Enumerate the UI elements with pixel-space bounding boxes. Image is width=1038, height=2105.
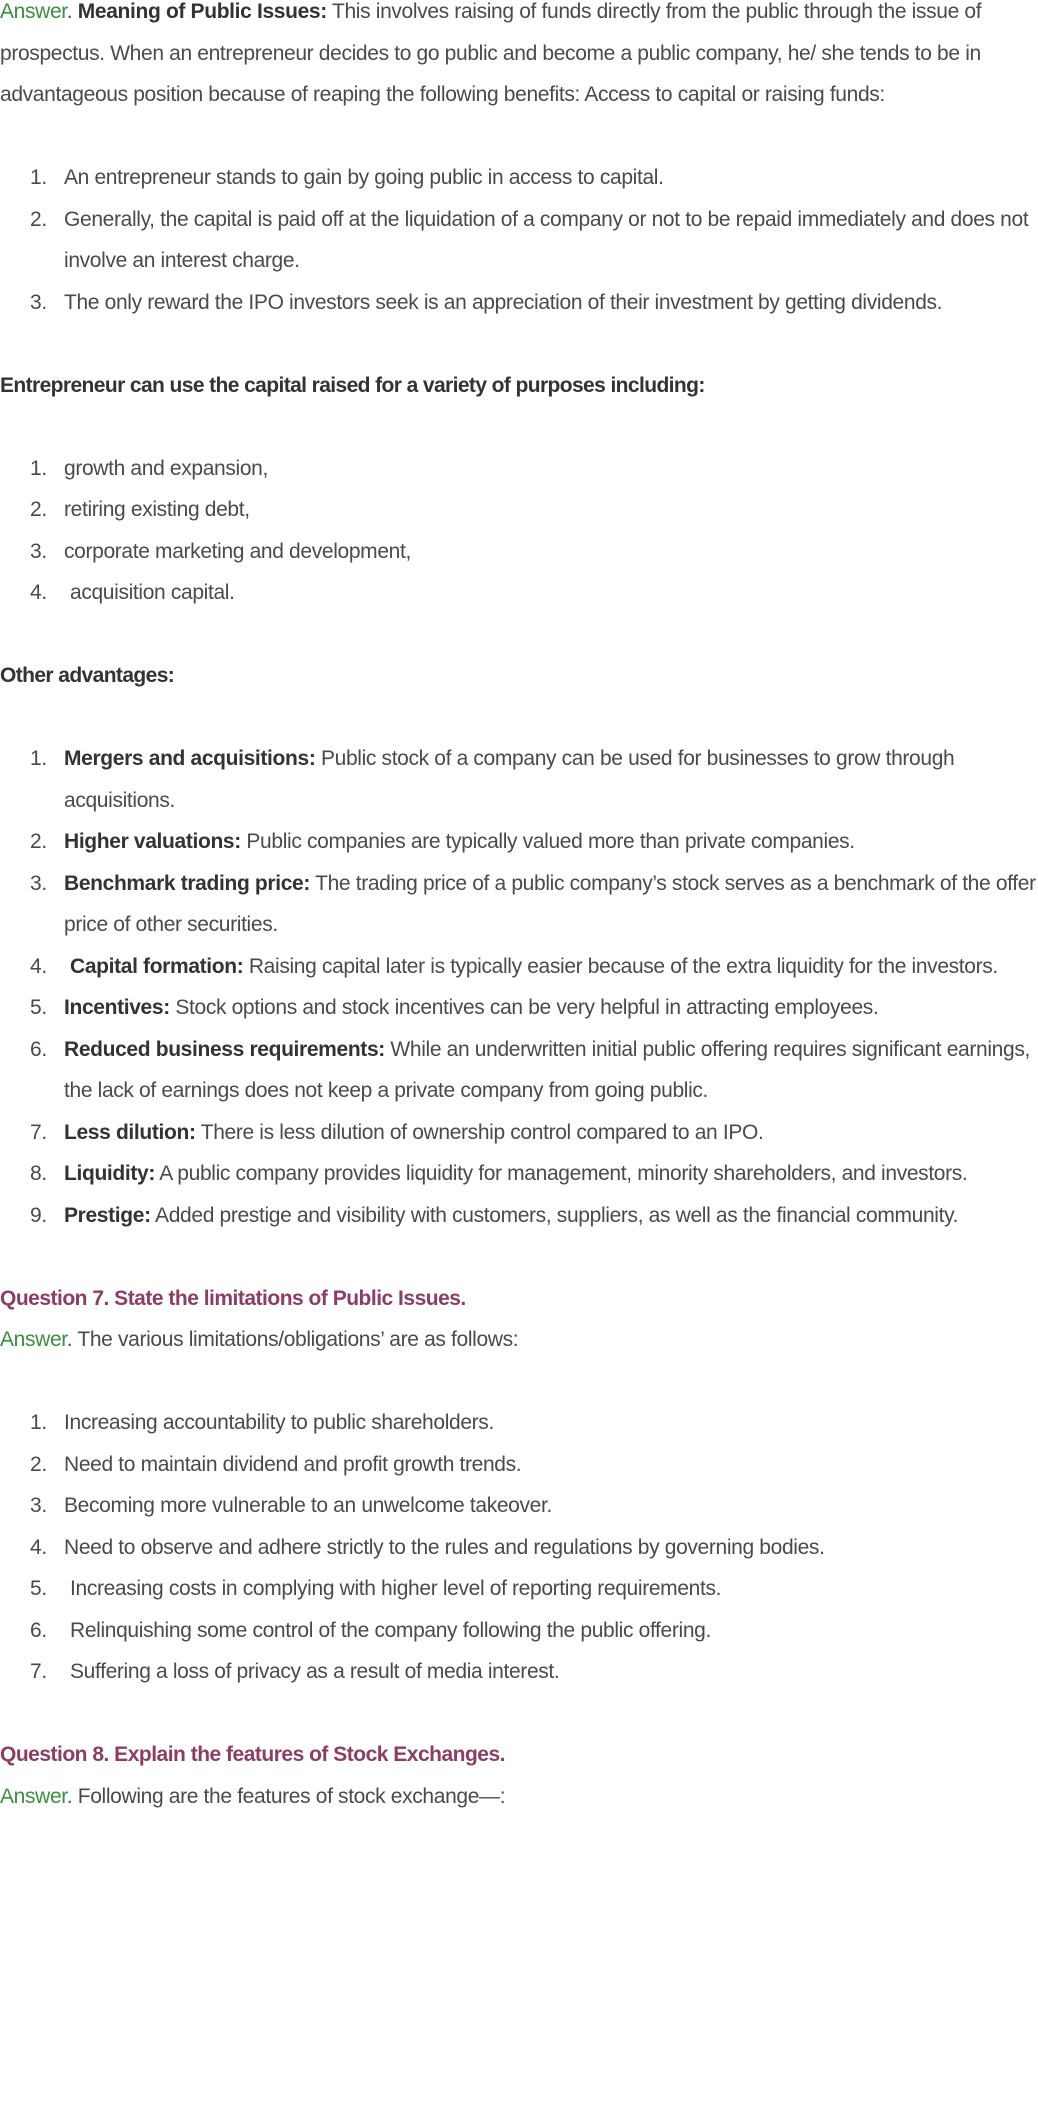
spacer — [0, 1361, 1038, 1403]
list-number: 6. — [30, 1618, 47, 1642]
list-number: 5. — [30, 996, 47, 1019]
list-item-text: Increasing accountability to public shareholders. — [64, 1411, 494, 1434]
list-item-text: A public company provides liquidity for management, minority shareholders, and investors. — [154, 1162, 968, 1185]
list-item-text: Need to maintain dividend and profit growth trends. — [64, 1452, 522, 1476]
list-item — [0, 987, 1038, 1029]
list-number: 3. — [30, 539, 47, 563]
question-7-heading: Question 7. State the limitations of Public Issues. — [0, 1286, 466, 1310]
list-item-title: Benchmark trading price: — [64, 871, 310, 895]
list-number: 8. — [30, 1162, 47, 1185]
list-number: 2. — [30, 207, 47, 231]
spacer — [0, 406, 1038, 448]
spacer — [0, 323, 1038, 365]
list-number: 3. — [30, 1494, 47, 1517]
spacer — [0, 1236, 1038, 1278]
list-item-text: growth and expansion, — [64, 456, 268, 480]
intro-paragraph — [0, 0, 1038, 116]
list-item-text: Stock options and stock incentives can be very helpful in attracting employees. — [169, 996, 879, 1019]
list-item — [0, 738, 1038, 821]
list-item-text: Becoming more vulnerable to an unwelcome takeover. — [64, 1494, 552, 1517]
other-advantages-heading: Other advantages: — [0, 664, 175, 687]
list-item — [0, 489, 1038, 531]
list-item-text: acquisition capital. — [70, 581, 235, 604]
list-number: 4. — [30, 1535, 47, 1559]
list-item — [0, 1568, 1038, 1610]
spacer — [0, 1693, 1038, 1735]
list-item-text: Public stock of a company can be used for businesses to grow through acquisitions. — [64, 747, 955, 812]
list-number: 3. — [30, 290, 47, 314]
answer-text: . Following are the features of stock exchange—: — [66, 1784, 506, 1808]
question-7-answer — [0, 1319, 1038, 1361]
list-item-text: retiring existing debt, — [64, 498, 250, 521]
list-item — [0, 1402, 1038, 1444]
purposes-heading: Entrepreneur can use the capital raised for a variety of purposes including: — [0, 373, 705, 397]
list-number: 4. — [30, 581, 47, 604]
list-number: 1. — [30, 456, 47, 480]
list-item — [0, 1444, 1038, 1486]
list-item-title: Prestige: — [64, 1203, 151, 1227]
list-number: 4. — [30, 954, 47, 978]
list-item-title: Less dilution: — [64, 1120, 196, 1144]
spacer — [0, 116, 1038, 158]
list-item-text: Raising capital later is typically easier because of the extra liquidity for the investors. — [243, 954, 998, 978]
answer-text: . The various limitations/obligations’ are as follows: — [66, 1328, 519, 1351]
list-item — [0, 946, 1038, 988]
list-number: 6. — [30, 1037, 47, 1061]
list-item-text: An entrepreneur stands to gain by going public in access to capital. — [64, 166, 664, 189]
intro-bold-title: Meaning of Public Issues: — [77, 0, 327, 23]
list-item-title: Liquidity: — [64, 1162, 155, 1185]
answer-label: Answer — [0, 1784, 67, 1808]
list-item — [0, 1651, 1038, 1693]
list-number: 1. — [30, 166, 47, 189]
other-advantages-list — [0, 738, 1038, 1236]
limitations-list — [0, 1402, 1038, 1693]
list-item-text: Need to observe and adhere strictly to the rules and regulations by governing bodies. — [64, 1535, 825, 1559]
list-item-text: Suffering a loss of privacy as a result of media interest. — [70, 1660, 560, 1683]
list-item — [0, 531, 1038, 573]
list-number: 2. — [30, 498, 47, 521]
list-item — [0, 572, 1038, 614]
list-number: 2. — [30, 830, 47, 853]
list-number: 7. — [30, 1120, 47, 1144]
spacer — [0, 614, 1038, 656]
list-number: 3. — [30, 871, 47, 895]
list-item — [0, 1153, 1038, 1195]
list-item-text: The only reward the IPO investors seek is an appreciation of their investment by getting dividends. — [64, 290, 943, 314]
list-item-text: The trading price of a public company’s stock serves as a benchmark of the offer price of other securities. — [64, 871, 1036, 936]
list-number: 7. — [30, 1660, 47, 1683]
list-item-title: Mergers and acquisitions: — [64, 747, 316, 770]
list-item-title: Higher valuations: — [64, 830, 241, 853]
list-item-title: Incentives: — [64, 996, 170, 1019]
list-item-text: Increasing costs in complying with higher level of reporting requirements. — [70, 1577, 722, 1600]
list-item — [0, 1527, 1038, 1569]
answer-label: Answer — [0, 0, 67, 23]
question-8-answer — [0, 1776, 1038, 1818]
list-item-text: Added prestige and visibility with customers, suppliers, as well as the financial community. — [150, 1203, 959, 1227]
purposes-list — [0, 448, 1038, 614]
list-item-title: Capital formation: — [70, 954, 244, 978]
intro-text: This involves raising of funds directly from the public through the issue of prospectus. When an entrepreneur decides to go public and become a public company, he/ she tends to be in advantageous position because of reaping the following benefits: Access to capital or raising funds: — [0, 0, 982, 106]
list-item — [0, 448, 1038, 490]
list-item-text: There is less dilution of ownership control compared to an IPO. — [195, 1120, 764, 1144]
answer-label: Answer — [0, 1328, 67, 1351]
list-item-text: While an underwritten initial public offering requires significant earnings, the lack of earnings does not keep a private company from going public. — [64, 1037, 1030, 1102]
answer-separator: . — [66, 0, 78, 23]
list-item — [0, 199, 1038, 282]
list-item-title: Reduced business requirements: — [64, 1037, 385, 1061]
list-number: 9. — [30, 1203, 47, 1227]
list-item — [0, 1610, 1038, 1652]
list-item — [0, 1112, 1038, 1154]
list-number: 1. — [30, 1411, 47, 1434]
list-item — [0, 157, 1038, 199]
benefits-list — [0, 157, 1038, 323]
list-number: 1. — [30, 747, 47, 770]
spacer — [0, 697, 1038, 739]
list-item — [0, 1195, 1038, 1237]
list-item — [0, 863, 1038, 946]
list-item-text: Relinquishing some control of the company following the public offering. — [70, 1618, 711, 1642]
list-item — [0, 821, 1038, 863]
list-number: 2. — [30, 1452, 47, 1476]
list-item-text: Public companies are typically valued more than private companies. — [240, 830, 855, 853]
list-item-text: corporate marketing and development, — [64, 539, 411, 563]
list-number: 5. — [30, 1577, 47, 1600]
question-8-heading: Question 8. Explain the features of Stock Exchanges. — [0, 1743, 505, 1766]
list-item — [0, 1029, 1038, 1112]
list-item — [0, 282, 1038, 324]
list-item-text: Generally, the capital is paid off at the liquidation of a company or not to be repaid immediately and does not involve an interest charge. — [64, 207, 1029, 272]
list-item — [0, 1485, 1038, 1527]
